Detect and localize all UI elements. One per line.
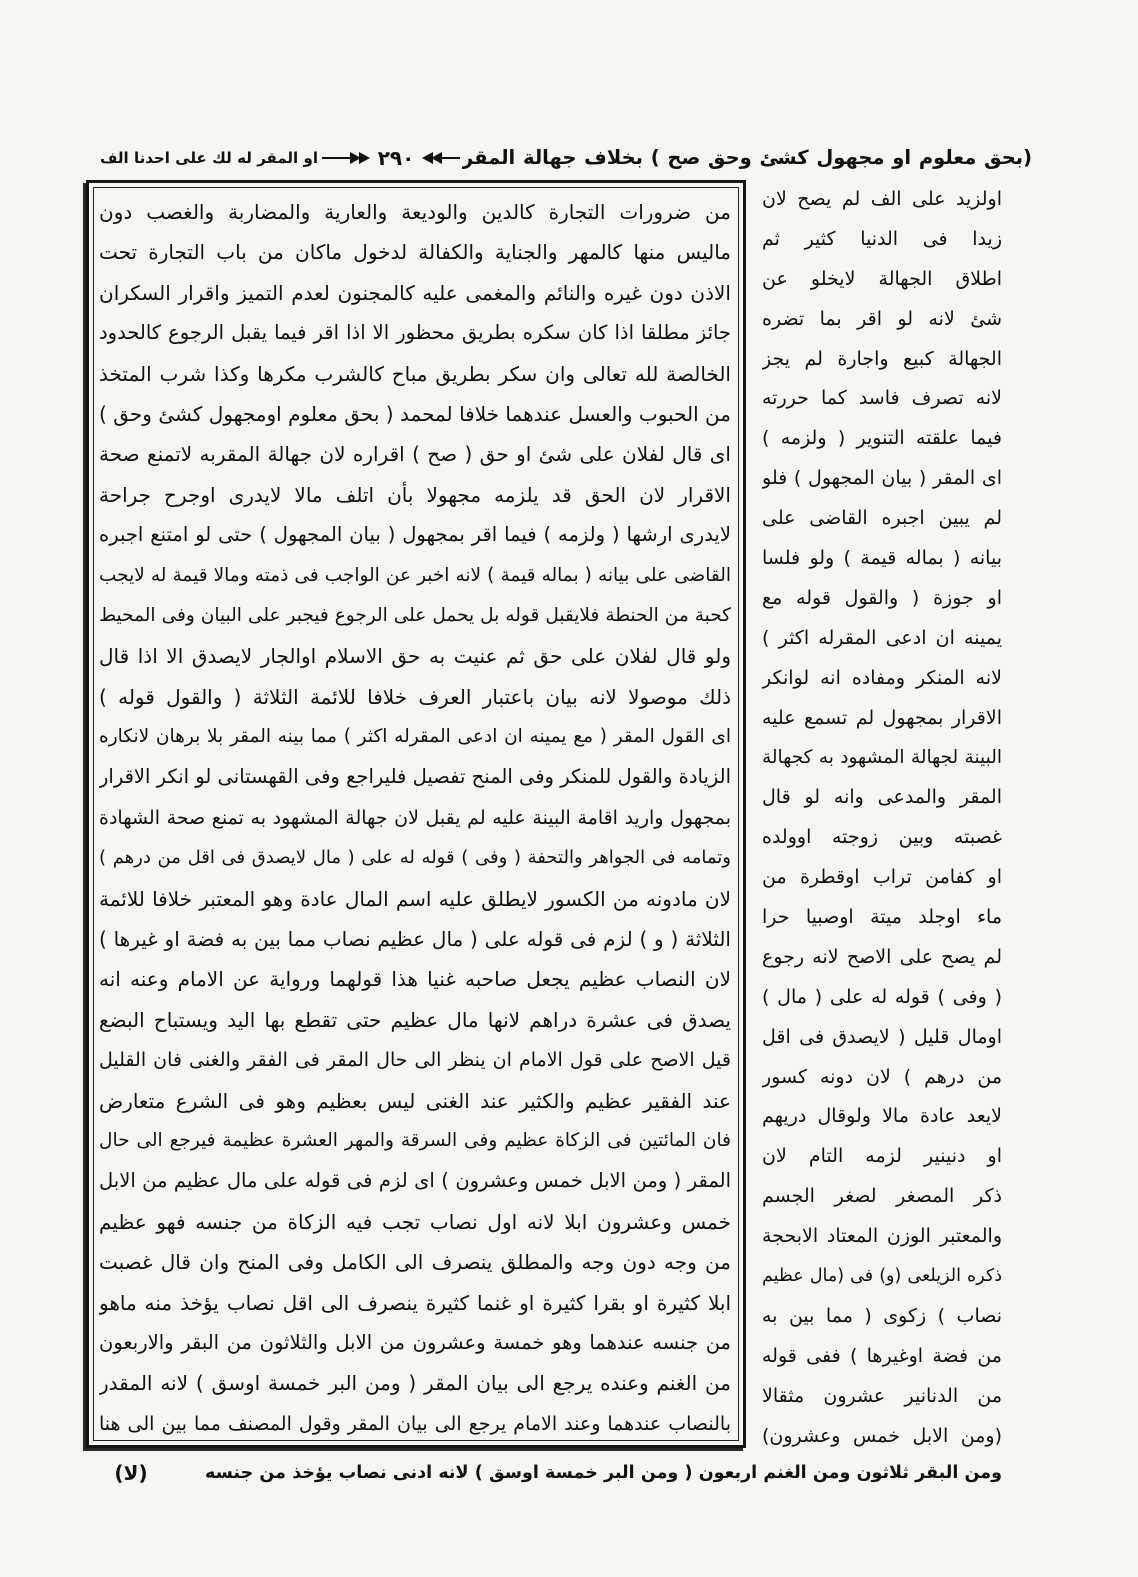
margin-commentary-line: او كفامن تراب اوقطرة من — [762, 866, 1002, 889]
page-number: ٢٩٠ — [377, 146, 415, 170]
main-text-line: الثلاثة ( و ) لزم فى قوله على ( مال عظيم نصاب مما بين به فضة او غيرها ) — [99, 927, 731, 952]
margin-commentary-line: نصاب ) زكوى ( مما بين به — [762, 1304, 1002, 1327]
running-head-left: او المقر له لك على احدنا الف — [100, 149, 318, 167]
margin-commentary-line: اطلاق الجهالة لايخلو عن — [762, 267, 1002, 290]
main-text-line: ولو قال لفلان على حق ثم عنيت به حق الاسلام اوالجار لايصدق الا اذا قال — [99, 644, 731, 669]
main-text-line: جائز مطلقا اذا كان سكره بطريق محظور الا اذا اقر فيما يقبل الرجوع كالحدود — [99, 321, 731, 345]
main-text-block — [99, 192, 731, 1444]
margin-commentary-line: ذكره الزيلعى (و) فى (مال عظيم — [762, 1266, 1002, 1287]
ornament-left-icon — [322, 150, 372, 166]
margin-commentary-line: (ومن الابل خمس وعشرون) — [762, 1424, 1002, 1447]
margin-commentary-line: لم يصح على الاصح لانه رجوع — [762, 945, 1002, 968]
main-text-line: بمجهول واريد اقامة البينة عليه لم يقبل لان جهالة المشهود به تمنع صحة الشهادة — [99, 806, 731, 829]
margin-commentary-line: زيدا فى الدنيا كثير ثم — [762, 227, 1002, 250]
main-text-line: من جنسه عندهما وهو خمسة وعشرون من الابل والثلاثون من البقر والاربعون — [99, 1330, 731, 1354]
signature-mark: (لا) — [114, 1461, 148, 1485]
margin-commentary-column — [762, 180, 1002, 1457]
main-text-line: لايدرى ارشها ( ولزمه ) فيما اقر بمجهول ( بيان المجهول ) حتى لو امتنع اجبره — [99, 523, 731, 547]
margin-commentary-line: او دنينير لزمه التام لان — [762, 1145, 1002, 1168]
margin-commentary-line: من فضة اوغيرها ) ففى قوله — [762, 1344, 1002, 1367]
main-text-line: من ضرورات التجارة كالدين والوديعة والعارية والمضاربة والغصب دون — [99, 200, 731, 224]
main-text-line: ذلك موصولا لانه بيان باعتبار العرف خلافا للائمة الثلاثة ( والقول قوله ) — [99, 684, 731, 709]
main-text-line: وتمامه فى الجواهر والتحفة ( وفى ) قوله له على ( مال لايصدق فى اقل من درهم ) — [99, 847, 731, 869]
margin-commentary-line: بيانه ( بماله قيمة ) ولو فلسا — [762, 547, 1002, 570]
margin-commentary-line: من الدنانير عشرون مثقالا — [762, 1384, 1002, 1407]
main-text-line: من الحبوب والعسل عندهما خلافا لمحمد ( بحق معلوم اومجهول كشئ وحق ) — [99, 401, 731, 426]
margin-commentary-line: شئ لانه لو اقر بما تضره — [762, 307, 1002, 330]
main-text-line: من الغنم وعنده يرجع الى بيان المقر ( ومن البر خمسة اوسق ) لانه المقدر — [99, 1371, 731, 1396]
margin-commentary-line: او جوزة ( والقول قوله مع — [762, 586, 1002, 609]
main-text-line: قيل الاصح على قول الامام ان ينظر الى حال المقر فى الفقر والغنى فان القليل — [99, 1049, 731, 1072]
main-text-line: لان النصاب عظيم يجعل صاحبه غنيا هذا قولهما ورواية عن الامام وعنه انه — [99, 967, 731, 992]
main-text-line: لان مادونه من الكسور لايطلق عليه اسم المال عادة وهو المعتبر خلافا للائمة — [99, 886, 731, 911]
margin-commentary-line: اومال قليل ( لايصدق فى اقل — [762, 1025, 1002, 1048]
running-head-right: (بحق معلوم او مجهول كشئ وحق صح ) بخلاف جهالة المقر — [462, 146, 1032, 169]
main-text-line: خمس وعشرون ابلا لانه اول نصاب تجب فيه الزكاة من جنسه فهو عظيم — [99, 1209, 731, 1234]
ornament-right-icon — [420, 150, 460, 166]
margin-commentary-line: فيما علقته التنوير ( ولزمه ) — [762, 427, 1002, 450]
margin-commentary-line: ماء اوجلد ميتة اوصبيا حرا — [762, 906, 1002, 929]
margin-commentary-line: المقر والمدعى وانه لو قال — [762, 786, 1002, 809]
margin-commentary-line: الاقرار بمجهول لم تسمع عليه — [762, 706, 1002, 729]
main-text-line: اى قال لفلان على شئ او حق ( صح ) اقراره لان جهالة المقربه لاتمنع صحة — [99, 442, 731, 467]
main-text-line: ابلا كثيرة او بقرا كثيرة او غنما كثيرة ينصرف الى اقل نصاب يؤخذ منه ماهو — [99, 1290, 731, 1315]
main-text-line: الزيادة والقول للمنكر وفى المنح تفصيل فليراجع وفى القهستانى لو انكر الاقرار — [99, 765, 731, 789]
margin-commentary-line: الجهالة كبيع واجارة لم يجز — [762, 347, 1002, 370]
margin-commentary-line: اى المقر ( بيان المجهول ) فلو — [762, 467, 1002, 490]
main-text-line: بالنصاب عندهما وعند الامام يرجع الى بيان المقر وقول المصنف مما بين الى هنا — [99, 1412, 731, 1435]
margin-commentary-line: والمعتبر الوزن المعتاد الابحجة — [762, 1225, 1002, 1248]
margin-commentary-line: غصبته وبين زوجته اوولده — [762, 826, 1002, 849]
main-text-line: عند الفقير عظيم والكثير عند الغنى ليس بعظيم وهو فى الشرع متعارض — [99, 1088, 731, 1113]
margin-commentary-line: من درهم ) لان دونه كسور — [762, 1065, 1002, 1088]
margin-commentary-line: اولزيد على الف لم يصح لان — [762, 188, 1002, 210]
catchword-line: ومن البقر ثلاثون ومن الغنم اربعون ( ومن البر خمسة اوسق ) لانه ادنى نصاب يؤخذ من جنسه — [205, 1463, 1002, 1483]
main-text-line: القاضى على بيانه ( بماله قيمة ) لانه اخبر عن الواجب فى ذمته ومالا قيمة له لايجب — [99, 564, 731, 586]
margin-commentary-line: لانه المنكر ومفاده انه لوانكر — [762, 666, 1002, 689]
main-text-line: الخالصة لله تعالى وان سكر بطريق مباح كالشرب مكرها وكذا شرب المتخذ — [99, 361, 731, 386]
margin-commentary-line: لانه تصرف فاسد كما حررته — [762, 387, 1002, 410]
main-text-line: الاذن دون غيره والنائم والمغمى عليه كالمجنون لعدم التميز واقرار السكران — [99, 280, 731, 305]
margin-commentary-line: البينة لجهالة المشهود به كجهالة — [762, 747, 1002, 769]
main-text-line: المقر ( ومن الابل خمس وعشرون ) اى لزم فى قوله على مال عظيم من الابل — [99, 1169, 731, 1193]
main-text-line: اى القول المقر ( مع يمينه ان ادعى المقرله اكثر ) مما بينه المقر بلا برهان لانكاره — [99, 726, 731, 748]
main-text-line: ماليس منها كالمهر والجناية والكفالة لدخول ماكان من باب التجارة تحت — [99, 240, 731, 265]
margin-commentary-line: يمينه ان ادعى المقرله اكثر ) — [762, 626, 1002, 649]
margin-commentary-line: ذكر المصغر لصغر الجسم — [762, 1185, 1002, 1208]
main-text-line: من وجه دون وجه والمطلق ينصرف الى الكامل وفى المنح وان قال غصبت — [99, 1250, 731, 1275]
main-text-line: يصدق فى عشرة دراهم لانها مال عظيم حتى تقطع بها اليد ويستباح البضع — [99, 1007, 731, 1032]
margin-commentary-line: ( وفى ) قوله له على ( مال ) — [762, 985, 1002, 1008]
main-text-line: كحبة من الحنطة فلايقبل قوله بل يحمل على الرجوع فيجبر على البيان وفى المحيط — [99, 604, 731, 626]
margin-commentary-line: لم يبين اجبره القاضى على — [762, 507, 1002, 530]
main-text-line: الاقرار لان الحق قد يلزمه مجهولا بأن اتلف مالا لايدرى اوجرح جراحة — [99, 482, 731, 507]
margin-commentary-line: لايعد عادة مالا ولوقال دريهم — [762, 1105, 1002, 1128]
main-text-line: فان المائتين فى الزكاة عظيم وفى السرقة والمهر العشرة عظيمة فيرجع الى حال — [99, 1129, 731, 1151]
